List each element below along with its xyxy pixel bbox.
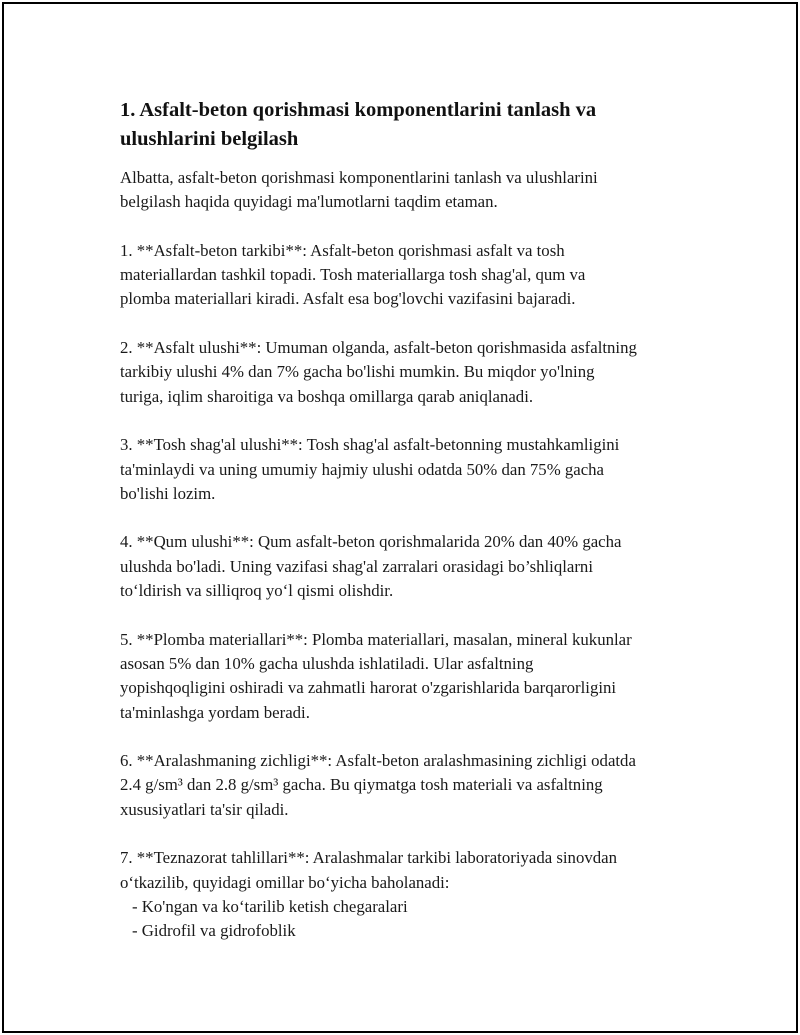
document-heading: 1. Asfalt-beton qorishmasi komponentlarini tanlash va ulushlarini belgilash xyxy=(120,99,597,150)
sub-item-hydrophilic: - Gidrofil va gidrofoblik xyxy=(132,921,296,941)
list-item-7-line-2: o‘tkazilib, quyidagi omillar bo‘yicha baholanadi: xyxy=(120,872,450,892)
list-item-7 xyxy=(120,846,695,943)
list-item-1: 1. **Asfalt-beton tarkibi**: Asfalt-beton qorishmasi asfalt va tosh materiallardan tashkil topadi. Tosh materiallarga tosh shag'al, qum va plomba materiallari kiradi. Asfalt esa bog'lovchi vazifasini bajaradi. xyxy=(120,240,586,309)
list-item-2: 2. **Asfalt ulushi**: Umuman olganda, asfalt-beton qorishmasida asfaltning tarkibiy ulushi 4% dan 7% gacha bo'lishi mumkin. Bu miqdor yo'lning turiga, iqlim sharoitiga va boshqa omillarga qarab aniqlanadi. xyxy=(120,338,637,406)
list-item-4: 4. **Qum ulushi**: Qum asfalt-beton qorishmalarida 20% dan 40% gacha ulushda bo'ladi. Uning vazifasi shag'al zarralari orasidagi bo’shliqlarni to‘ldirish va silliqroq yo‘l qismi olishdir. xyxy=(120,532,622,601)
page-frame xyxy=(2,2,798,1033)
intro-paragraph: Albatta, asfalt-beton qorishmasi komponentlarini tanlash va ulushlarini belgilash haqida quyidagi ma'lumotlarni taqdim etaman. xyxy=(120,168,598,212)
document-body xyxy=(120,96,695,944)
list-item-5: 5. **Plomba materiallari**: Plomba materiallari, masalan, mineral kukunlar asosan 5% dan 10% gacha ulushda ishlatiladi. Ular asfaltning yopishqoqligini oshiradi va zahmatli harorat o'zgarishlarida barqarorligini ta'minlashga yordam beradi. xyxy=(120,629,632,722)
list-item-6: 6. **Aralashmaning zichligi**: Asfalt-beton aralashmasining zichligi odatda 2.4 g/sm³ dan 2.8 g/sm³ gacha. Bu qiymatga tosh materiali va asfaltning xususiyatlari ta'sir qiladi. xyxy=(120,751,636,819)
list-item-3: 3. **Tosh shag'al ulushi**: Tosh shag'al asfalt-betonning mustahkamligini ta'minlaydi va uning umumiy hajmiy ulushi odatda 50% dan 75% gacha bo'lishi lozim. xyxy=(120,435,620,503)
list-item-7-line-1: 7. **Teznazorat tahlillari**: Aralashmalar tarkibi laboratoriyada sinovdan xyxy=(120,848,617,868)
sub-item-limits: - Ko'ngan va ko‘tarilib ketish chegaralari xyxy=(132,896,408,916)
